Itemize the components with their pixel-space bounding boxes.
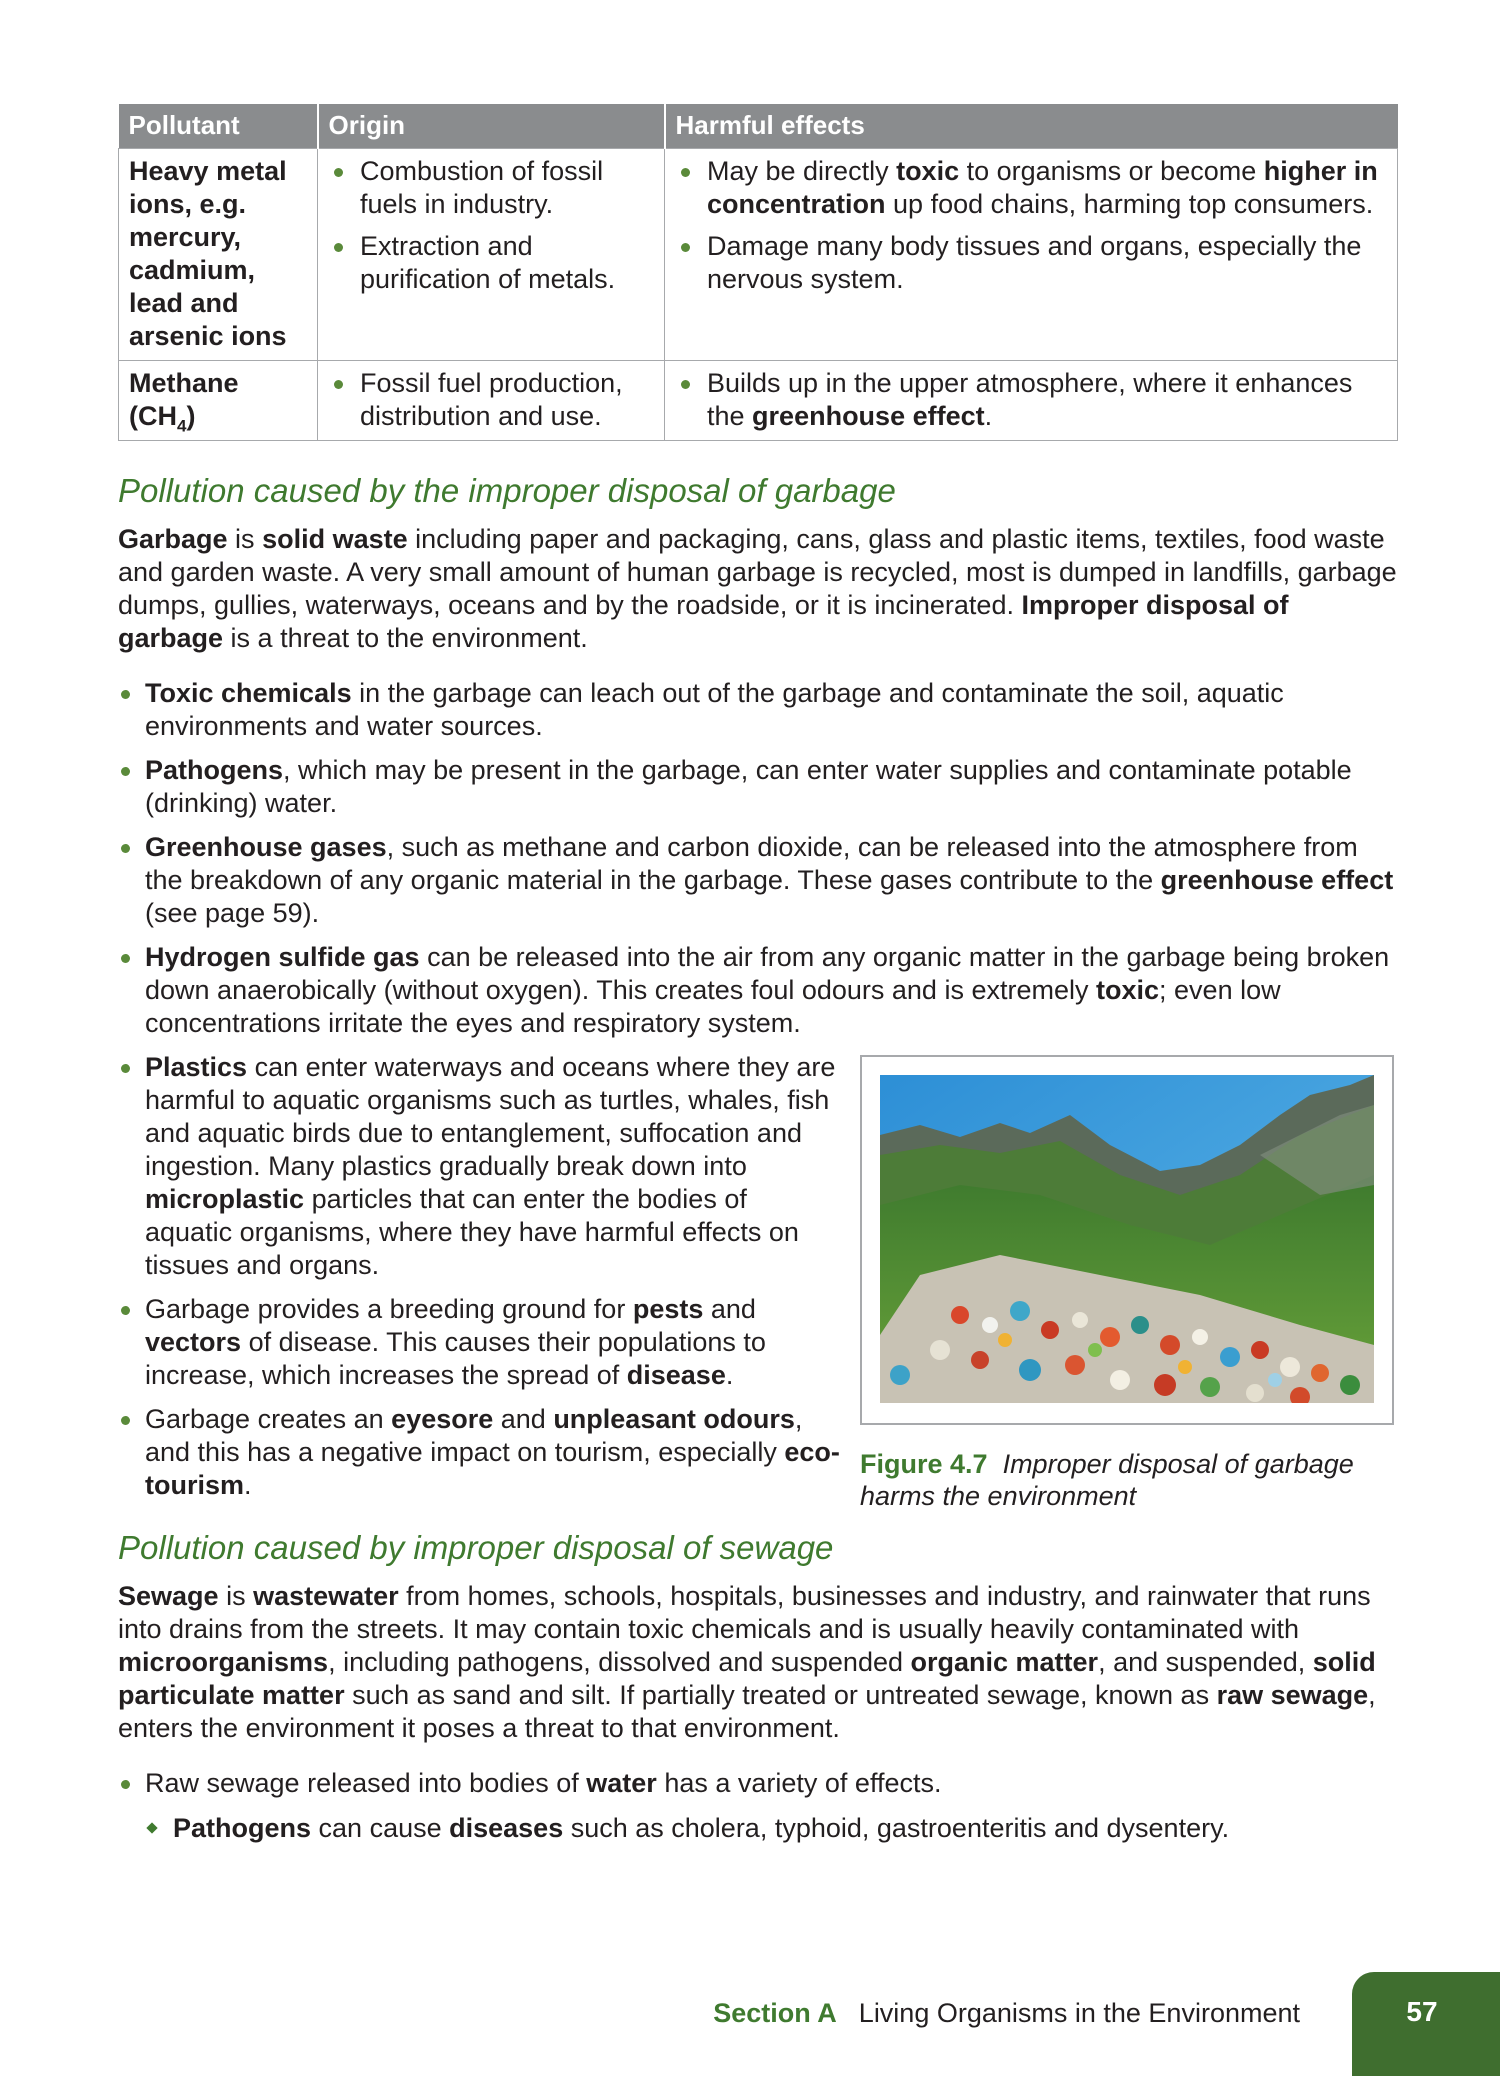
table-row — [119, 149, 1398, 361]
page-number: 57 — [1406, 1996, 1438, 2027]
list-item: Toxic chemicals in the garbage can leach out of the garbage and contaminate the soil, aquatic environments and water sources. — [118, 677, 1398, 743]
header-origin: Origin — [318, 104, 665, 149]
sewage-bullets — [118, 1767, 1398, 1845]
sewage-subbullets — [145, 1812, 1398, 1845]
list-item: Greenhouse gases, such as methane and carbon dioxide, can be released into the atmosphere from the breakdown of any organic material in the garbage. These gases contribute to the greenhouse effect (see page 59). — [118, 831, 1398, 930]
list-item: Garbage creates an eyesore and unpleasant odours, and this has a negative impact on tourism, especially eco-tourism. — [118, 1403, 840, 1502]
list-item: Hydrogen sulfide gas can be released into the air from any organic matter in the garbage being broken down anaerobically (without oxygen). This creates foul odours and is extremely toxic; even low concentrations irritate the eyes and respiratory system. — [118, 941, 1398, 1040]
figure-caption-text: Improper disposal of garbage harms the environment — [860, 1449, 1354, 1511]
garbage-intro: Garbage is solid waste including paper and packaging, cans, glass and plastic items, textiles, food waste and garden waste. A very small amount of human garbage is recycled, most is dumped in landfills, garbage dumps, gullies, waterways, oceans and by the roadside, or it is incinerated. Improper disposal of garbage is a threat to the environment. — [118, 524, 1397, 653]
list-item: Plastics can enter waterways and oceans where they are harmful to aquatic organisms such as turtles, whales, fish and aquatic birds due to entanglement, suffocation and ingestion. Many plastics gradually break down into microplastic particles that can enter the bodies of aquatic organisms, where they have harmful effects on tissues and organs. — [118, 1051, 840, 1282]
page-content — [118, 104, 1398, 1856]
figure-caption — [860, 1448, 1394, 1512]
garbage-heading: Pollution caused by the improper disposal of garbage — [118, 472, 896, 509]
list-item: May be directly toxic to organisms or become higher in concentration up food chains, harming top consumers. — [675, 155, 1387, 221]
footer-section-title: Living Organisms in the Environment — [858, 1998, 1300, 2028]
figure-frame — [860, 1055, 1394, 1425]
header-pollutant: Pollutant — [119, 104, 318, 149]
footer — [713, 1996, 1300, 2030]
list-item: Damage many body tissues and organs, especially the nervous system. — [675, 230, 1387, 296]
figure-number: Figure 4.7 — [860, 1449, 988, 1479]
list-item: Raw sewage released into bodies of water has a variety of effects. Pathogens can cause diseases such as cholera, typhoid, gastroenteritis and dysentery. — [118, 1767, 1398, 1845]
effects-cell — [665, 149, 1398, 361]
garbage-landscape-photo — [880, 1075, 1374, 1403]
list-item: Pathogens, which may be present in the garbage, can enter water supplies and contaminate potable (drinking) water. — [118, 754, 1398, 820]
table-header-row — [119, 104, 1398, 149]
pollutant-table — [118, 104, 1398, 441]
pollutant-cell: Methane $(CH_4)$ — [119, 361, 318, 441]
header-harmful-effects: Harmful effects — [665, 104, 1398, 149]
list-item: Garbage provides a breeding ground for pests and vectors of disease. This causes their populations to increase, which increases the spread of disease. — [118, 1293, 840, 1392]
sewage-heading: Pollution caused by improper disposal of sewage — [118, 1529, 834, 1566]
list-item: Builds up in the upper atmosphere, where it enhances the greenhouse effect. — [675, 367, 1387, 433]
page-number-tab — [1352, 1972, 1500, 2076]
origin-cell — [318, 361, 665, 441]
list-item: Fossil fuel production, distribution and use. — [328, 367, 654, 433]
effects-cell — [665, 361, 1398, 441]
pollutant-cell: Heavy metal ions, e.g. mercury, cadmium, lead and arsenic ions — [119, 149, 318, 361]
footer-section-label: Section A — [713, 1998, 837, 2028]
origin-cell — [318, 149, 665, 361]
table-row — [119, 361, 1398, 441]
list-item: Pathogens can cause diseases such as cholera, typhoid, gastroenteritis and dysentery. — [145, 1812, 1398, 1845]
sewage-intro: Sewage is wastewater from homes, schools, hospitals, businesses and industry, and rainwater that runs into drains from the streets. It may contain toxic chemicals and is usually heavily contaminated with microorganisms, including pathogens, dissolved and suspended organic matter, and suspended, solid particulate matter such as sand and silt. If partially treated or untreated sewage, known as raw sewage, enters the environment it poses a threat to that environment. — [118, 1581, 1376, 1743]
list-item: Extraction and purification of metals. — [328, 230, 654, 296]
list-item: Combustion of fossil fuels in industry. — [328, 155, 654, 221]
